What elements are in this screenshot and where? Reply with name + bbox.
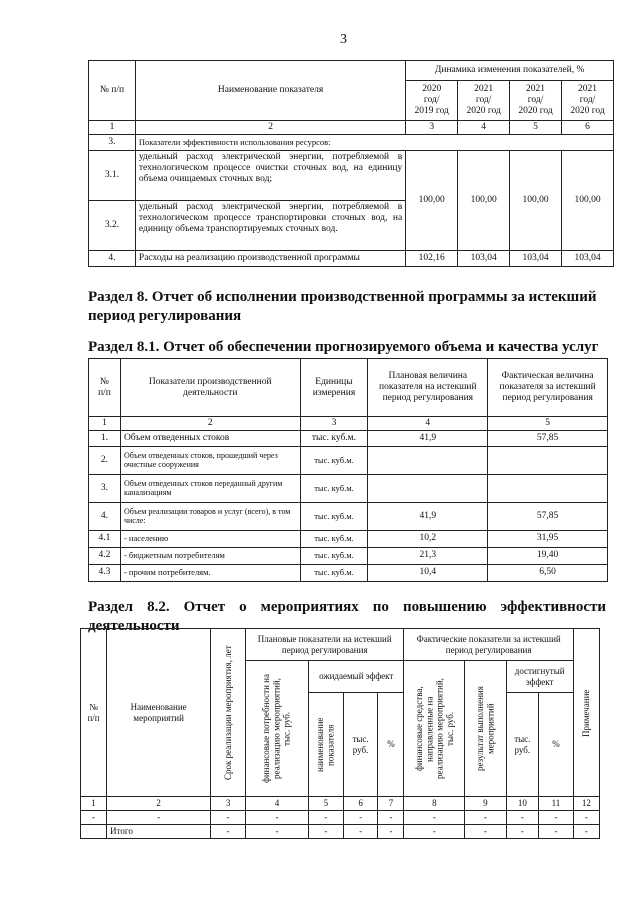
row-plan: 21,3 xyxy=(368,547,488,564)
row-num: 4.1 xyxy=(89,530,121,547)
col-number: 1 xyxy=(89,121,136,135)
cell: - xyxy=(246,825,309,839)
row-fact: 57,85 xyxy=(488,430,608,446)
cell xyxy=(81,825,107,839)
col-number: 3 xyxy=(300,417,368,431)
cell: - xyxy=(308,825,343,839)
note-label: Примечание xyxy=(581,688,592,737)
row-name: удельный расход электрической энергии, потребляемой в технологическом процессе транспортировки сточных вод, на единицу объема транспортируемых сточных вод. xyxy=(135,200,405,250)
cell: - xyxy=(81,811,107,825)
period-header: 2021 год/ 2020 год xyxy=(458,81,510,121)
row-num: 4.3 xyxy=(89,564,121,581)
row-name: - бюджетным потребителям xyxy=(120,547,300,564)
row-num: 4. xyxy=(89,502,121,530)
col-header-num: № п/п xyxy=(89,61,136,121)
row-fact: 57,85 xyxy=(488,502,608,530)
efficiency-table xyxy=(88,60,614,267)
value-cell: 100,00 xyxy=(406,150,458,250)
services-table xyxy=(88,358,608,582)
cell: - xyxy=(378,825,404,839)
col-number: 9 xyxy=(465,797,506,811)
cell: - xyxy=(506,811,539,825)
row-name: - прочим потребителям. xyxy=(120,564,300,581)
col-number: 3 xyxy=(406,121,458,135)
col-number: 10 xyxy=(506,797,539,811)
col-number: 1 xyxy=(81,797,107,811)
col-number: 4 xyxy=(368,417,488,431)
table-row xyxy=(81,811,600,825)
row-plan: 10,4 xyxy=(368,564,488,581)
col-header-thous-rub-2: тыс. руб. xyxy=(506,693,539,797)
indicator-label: наименование показателя xyxy=(315,717,336,772)
cell: - xyxy=(539,825,574,839)
col-number: 1 xyxy=(89,417,121,431)
col-header-achieved: достигнутый эффект xyxy=(506,661,573,693)
col-header-unit: Единицы измерения xyxy=(300,359,368,417)
row-num: 3.2. xyxy=(89,200,136,250)
col-header-percent-2: % xyxy=(539,693,574,797)
col-number: 12 xyxy=(573,797,599,811)
col-header-num: № п/п xyxy=(81,629,107,797)
row-unit: тыс. куб.м. xyxy=(300,446,368,474)
value-cell: 103,04 xyxy=(458,250,510,266)
col-header-fin-need xyxy=(246,661,309,797)
row-unit: тыс. куб.м. xyxy=(300,474,368,502)
row-num: 4. xyxy=(89,250,136,266)
col-header-fin-means xyxy=(404,661,465,797)
row-fact xyxy=(488,474,608,502)
row-plan: 41,9 xyxy=(368,502,488,530)
col-number: 11 xyxy=(539,797,574,811)
fin-need-label: финансовые потребности на реализацию мероприятий, тыс. руб. xyxy=(261,674,293,783)
col-header-name: Наименование мероприятий xyxy=(107,629,211,797)
page-number: 3 xyxy=(340,32,347,47)
cell: - xyxy=(465,825,506,839)
col-header-plan: Плановая величина показателя на истекший период регулирования xyxy=(368,359,488,417)
value-cell: 100,00 xyxy=(562,150,614,250)
row-num: 4.2 xyxy=(89,547,121,564)
cell: - xyxy=(404,811,465,825)
col-number: 2 xyxy=(107,797,211,811)
col-number: 5 xyxy=(488,417,608,431)
row-plan: 41,9 xyxy=(368,430,488,446)
row-plan xyxy=(368,474,488,502)
row-num: 3. xyxy=(89,134,136,150)
cell: - xyxy=(211,811,246,825)
col-number: 2 xyxy=(135,121,405,135)
section-8-1-title: Раздел 8.1. Отчет об обеспечении прогнозируемого объема и качества услуг xyxy=(88,339,599,355)
col-number: 4 xyxy=(458,121,510,135)
term-label: Срок реализации мероприятия, лет xyxy=(222,645,233,780)
fin-means-label: финансовые средства, направленные на реализацию мероприятий, тыс. руб. xyxy=(413,678,455,779)
col-number: 6 xyxy=(343,797,378,811)
row-unit: тыс. куб.м. xyxy=(300,547,368,564)
value-cell: 100,00 xyxy=(510,150,562,250)
col-header-plan-group: Плановые показатели на истекший период регулирования xyxy=(246,629,404,661)
result-label: результат выполнения мероприятий xyxy=(475,686,496,771)
cell: - xyxy=(246,811,309,825)
col-header-percent: % xyxy=(378,693,404,797)
row-name: удельный расход электрической энергии, потребляемой в технологическом процессе очистки сточных вод, на единицу объема очищаемых сточных вод; xyxy=(135,150,405,200)
col-header-fact: Фактическая величина показателя за истекший период регулирования xyxy=(488,359,608,417)
cell: - xyxy=(465,811,506,825)
row-plan xyxy=(368,446,488,474)
row-name: - населению xyxy=(120,530,300,547)
section-8-title: Раздел 8. Отчет об исполнении производственной программы за истекший период регулирования xyxy=(88,289,597,324)
row-fact: 6,50 xyxy=(488,564,608,581)
section-8-2-title: Раздел 8.2. Отчет о мероприятиях по повышению эффективности деятельности xyxy=(88,599,606,634)
row-fact: 19,40 xyxy=(488,547,608,564)
row-name: Объем отведенных стоков, прошедший через очистные сооружения xyxy=(120,446,300,474)
row-unit: тыс. куб.м. xyxy=(300,502,368,530)
row-plan: 10,2 xyxy=(368,530,488,547)
col-number: 8 xyxy=(404,797,465,811)
total-row xyxy=(81,825,600,839)
row-num: 3. xyxy=(89,474,121,502)
col-header-thous-rub: тыс. руб. xyxy=(343,693,378,797)
col-header-dynamics: Динамика изменения показателей, % xyxy=(406,61,614,81)
col-header-num: № п/п xyxy=(89,359,121,417)
total-label: Итого xyxy=(107,825,211,839)
col-number: 4 xyxy=(246,797,309,811)
col-number: 7 xyxy=(378,797,404,811)
col-header-name: Наименование показателя xyxy=(135,61,405,121)
row-name: Показатели эффективности использования ресурсов: xyxy=(135,134,613,150)
cell: - xyxy=(308,811,343,825)
cell: - xyxy=(539,811,574,825)
period-header: 2020 год/ 2019 год xyxy=(406,81,458,121)
cell: - xyxy=(506,825,539,839)
row-num: 3.1. xyxy=(89,150,136,200)
cell: - xyxy=(573,811,599,825)
value-cell: 103,04 xyxy=(510,250,562,266)
row-name: Объем отведенных стоков переданный другим канализациям xyxy=(120,474,300,502)
col-header-name: Показатели производственной деятельности xyxy=(120,359,300,417)
row-name: Объем отведенных стоков xyxy=(120,430,300,446)
col-header-fact-group: Фактические показатели за истекший период регулирования xyxy=(404,629,573,661)
row-unit: тыс. куб.м. xyxy=(300,430,368,446)
col-header-indicator xyxy=(308,693,343,797)
period-header: 2021 год/ 2020 год xyxy=(510,81,562,121)
row-name: Расходы на реализацию производственной программы xyxy=(135,250,405,266)
row-unit: тыс. куб.м. xyxy=(300,564,368,581)
col-header-term xyxy=(211,629,246,797)
col-number: 3 xyxy=(211,797,246,811)
cell: - xyxy=(343,825,378,839)
cell: - xyxy=(107,811,211,825)
cell: - xyxy=(343,811,378,825)
col-number-row xyxy=(81,797,600,811)
cell: - xyxy=(378,811,404,825)
col-header-expected: ожидаемый эффект xyxy=(308,661,404,693)
row-name: Объем реализации товаров и услуг (всего), в том числе: xyxy=(120,502,300,530)
cell: - xyxy=(211,825,246,839)
col-number: 6 xyxy=(562,121,614,135)
col-header-note xyxy=(573,629,599,797)
row-fact: 31,95 xyxy=(488,530,608,547)
cell: - xyxy=(404,825,465,839)
col-number: 2 xyxy=(120,417,300,431)
row-unit: тыс. куб.м. xyxy=(300,530,368,547)
cell: - xyxy=(573,825,599,839)
col-number: 5 xyxy=(308,797,343,811)
period-header: 2021 год/ 2020 год xyxy=(562,81,614,121)
measures-table xyxy=(80,628,600,839)
value-cell: 100,00 xyxy=(458,150,510,250)
row-fact xyxy=(488,446,608,474)
value-cell: 103,04 xyxy=(562,250,614,266)
row-num: 2. xyxy=(89,446,121,474)
value-cell: 102,16 xyxy=(406,250,458,266)
row-num: 1. xyxy=(89,430,121,446)
col-number: 5 xyxy=(510,121,562,135)
col-header-result xyxy=(465,661,506,797)
